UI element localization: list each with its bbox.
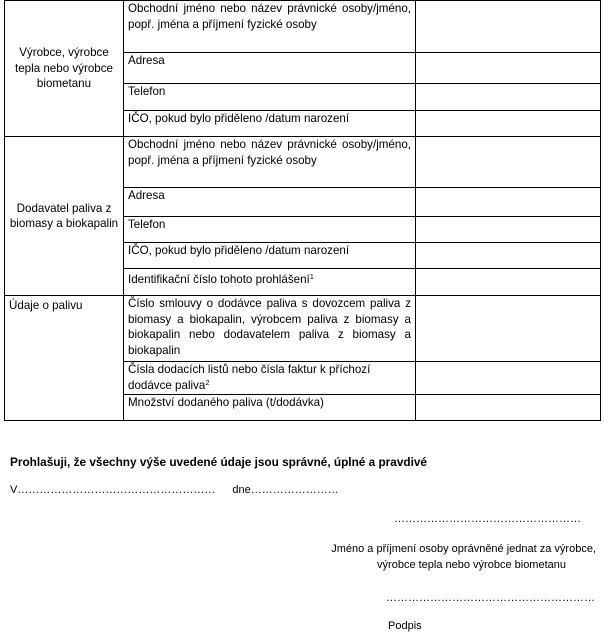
place-date-line xyxy=(10,484,353,496)
declaration-id-field[interactable] xyxy=(416,269,601,296)
supplier-id-label: IČO, pokud bylo přiděleno /datum narození xyxy=(124,243,416,269)
producer-id-label: IČO, pokud bylo přiděleno /datum narození xyxy=(124,111,416,137)
producer-section-label: Výrobce, výrobce tepla nebo výrobce biometanu xyxy=(5,1,124,137)
supplier-address-field[interactable] xyxy=(416,188,601,217)
producer-name-field[interactable] xyxy=(416,1,601,53)
producer-name-label: Obchodní jméno nebo název právnické osoby/jméno, popř. jména a příjmení fyzické osoby xyxy=(124,1,416,53)
producer-address-label: Adresa xyxy=(124,53,416,84)
supplier-name-field[interactable] xyxy=(416,137,601,188)
date-field[interactable]: dne…………………… xyxy=(232,484,339,496)
footnote-marker-1: 1 xyxy=(309,272,314,281)
signature-name-line[interactable]: …………………………………………… xyxy=(394,513,581,525)
contract-number-label: Číslo smlouvy o dodávce paliva s dovozcem paliva z biomasy a biokapalin, výrobcem paliva z biomasy a biokapalin nebo dodavatelem paliva z biomasy a biokapalin xyxy=(124,296,416,362)
producer-phone-label: Telefon xyxy=(124,84,416,111)
supplier-id-field[interactable] xyxy=(416,243,601,269)
producer-phone-field[interactable] xyxy=(416,84,601,111)
producer-id-field[interactable] xyxy=(416,111,601,137)
contract-number-field[interactable] xyxy=(416,296,601,362)
signature-caption-line-2: výrobce tepla nebo výrobce biometanu xyxy=(377,559,566,571)
table-row xyxy=(5,1,601,53)
declaration-form-table xyxy=(4,0,601,421)
delivery-notes-text: Čísla dodacích listů nebo čísla faktur k příchozí dodávce paliva xyxy=(128,363,371,392)
producer-address-field[interactable] xyxy=(416,53,601,84)
supplier-section-label: Dodavatel paliva z biomasy a biokapalin xyxy=(5,137,124,296)
signature-line[interactable]: ………………………………………………… xyxy=(386,592,595,604)
table-row xyxy=(5,137,601,188)
fuel-section-label: Údaje o palivu xyxy=(5,296,124,421)
fuel-quantity-label: Množství dodaného paliva (t/dodávka) xyxy=(124,395,416,421)
fuel-quantity-field[interactable] xyxy=(416,395,601,421)
place-field[interactable]: V……………………………………………… xyxy=(10,484,216,496)
supplier-phone-label: Telefon xyxy=(124,217,416,243)
delivery-notes-field[interactable] xyxy=(416,362,601,395)
declaration-statement: Prohlašuji, že všechny výše uvedené údaje jsou správné, úplné a pravdivé xyxy=(10,455,427,469)
footnote-marker-2: 2 xyxy=(205,377,210,387)
declaration-id-label xyxy=(124,269,416,296)
table-row xyxy=(5,296,601,362)
signature-caption-line-1: Jméno a příjmení osoby oprávněné jednat za výrobce, xyxy=(331,543,596,555)
supplier-address-label: Adresa xyxy=(124,188,416,217)
declaration-id-text: Identifikační číslo tohoto prohlášení xyxy=(128,273,310,286)
signature-caption xyxy=(300,541,596,573)
delivery-notes-label xyxy=(124,362,416,395)
signature-label: Podpis xyxy=(388,620,422,632)
supplier-phone-field[interactable] xyxy=(416,217,601,243)
supplier-name-label: Obchodní jméno nebo název právnické osoby/jméno, popř. jména a příjmení fyzické osoby xyxy=(124,137,416,188)
